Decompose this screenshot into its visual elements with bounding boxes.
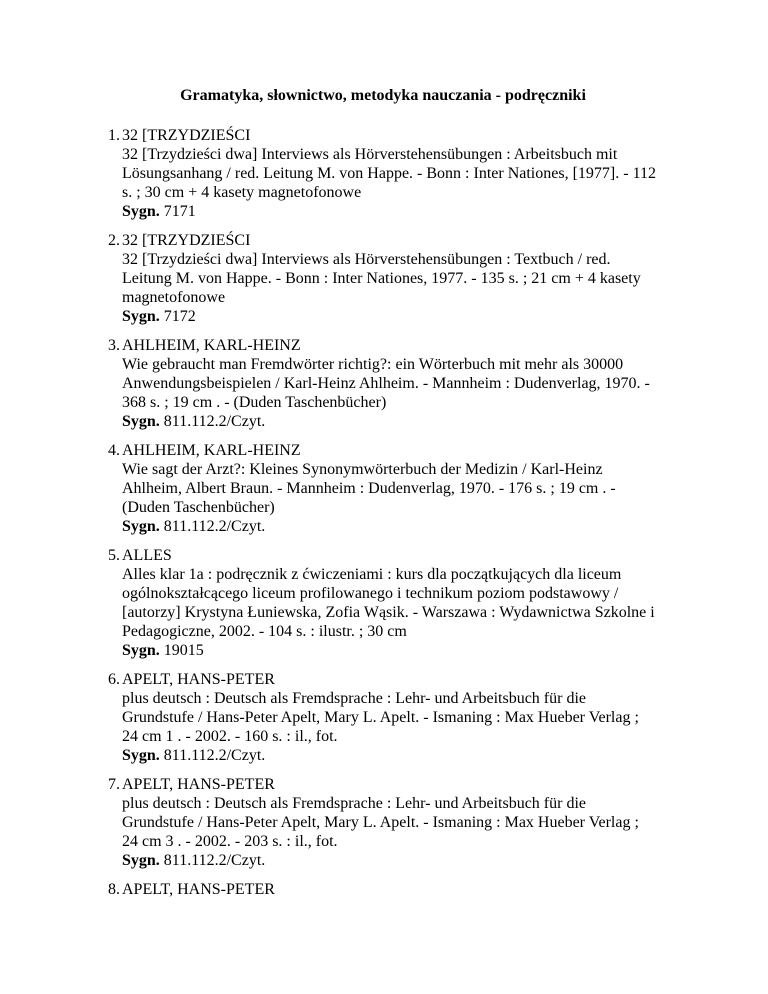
entry-heading: ALLES xyxy=(122,547,172,564)
signature-value: 811.112.2/Czyt. xyxy=(163,413,266,430)
entry-description: 32 [Trzydzieści dwa] Interviews als Hörverstehensübungen : Textbuch / red. Leitung M. von Happe. - Bonn : Inter Nationes, 1977. - 135 s. ; 21 cm + 4 kasety magnetofonowe xyxy=(122,251,641,306)
entry-signature-line xyxy=(122,641,658,660)
bibliography-entry xyxy=(108,546,658,660)
signature-label: Sygn. xyxy=(122,413,160,430)
entry-heading: 32 [TRZYDZIEŚCI xyxy=(122,232,251,249)
bibliography-entry xyxy=(108,880,658,899)
entry-number: 8. xyxy=(108,881,120,898)
bibliography-entry xyxy=(108,775,658,870)
signature-value: 811.112.2/Czyt. xyxy=(163,747,266,764)
entry-heading: AHLHEIM, KARL-HEINZ xyxy=(122,337,301,354)
signature-label: Sygn. xyxy=(122,747,160,764)
entry-description: Wie sagt der Arzt?: Kleines Synonymwörterbuch der Medizin / Karl-Heinz Ahlheim, Albert Braun. - Mannheim : Dudenverlag, 1970. - 176 s. ; 19 cm . - (Duden Taschenbücher) xyxy=(122,461,616,516)
entry-description: Wie gebraucht man Fremdwörter richtig?: ein Wörterbuch mit mehr als 30000 Anwendungsbeispielen / Karl-Heinz Ahlheim. - Mannheim : Dudenverlag, 1970. - 368 s. ; 19 cm . - (Duden Taschenbücher) xyxy=(122,356,650,411)
bibliography-entry xyxy=(108,126,658,221)
entry-number: 3. xyxy=(108,337,120,354)
entry-heading: 32 [TRZYDZIEŚCI xyxy=(122,127,251,144)
bibliography-entry xyxy=(108,336,658,431)
signature-label: Sygn. xyxy=(122,203,160,220)
signature-value: 7172 xyxy=(163,308,196,325)
entry-heading: APELT, HANS-PETER xyxy=(122,671,275,688)
entry-heading: AHLHEIM, KARL-HEINZ xyxy=(122,442,301,459)
entry-number: 6. xyxy=(108,671,120,688)
bibliography-list xyxy=(108,126,658,899)
entry-signature-line xyxy=(122,517,658,536)
entry-number: 2. xyxy=(108,232,120,249)
signature-label: Sygn. xyxy=(122,308,160,325)
entry-description: Alles klar 1a : podręcznik z ćwiczeniami : kurs dla początkujących dla liceum ogólnokształcącego liceum profilowanego i technikum poziom podstawowy / [autorzy] Krystyna Łuniewska, Zofia Wąsik. - Warszawa : Wydawnictwa Szkolne i Pedagogiczne, 2002. - 104 s. : ilustr. ; 30 cm xyxy=(122,566,655,640)
bibliography-entry xyxy=(108,441,658,536)
entry-signature-line xyxy=(122,202,658,221)
entry-number: 1. xyxy=(108,127,120,144)
entry-number: 7. xyxy=(108,776,120,793)
entry-heading: APELT, HANS-PETER xyxy=(122,776,275,793)
signature-value: 811.112.2/Czyt. xyxy=(163,852,266,869)
entry-number: 5. xyxy=(108,547,120,564)
entry-description: plus deutsch : Deutsch als Fremdsprache : Lehr- und Arbeitsbuch für die Grundstufe / Hans-Peter Apelt, Mary L. Apelt. - Ismaning : Max Hueber Verlag ; 24 cm 3 . - 2002. - 203 s. : il., fot. xyxy=(122,795,639,850)
bibliography-entry xyxy=(108,231,658,326)
entry-heading: APELT, HANS-PETER xyxy=(122,881,275,898)
entry-description: 32 [Trzydzieści dwa] Interviews als Hörverstehensübungen : Arbeitsbuch mit Lösungsanhang / red. Leitung M. von Happe. - Bonn : Inter Nationes, [1977]. - 112 s. ; 30 cm + 4 kasety magnetofonowe xyxy=(122,146,656,201)
signature-value: 19015 xyxy=(163,642,204,659)
entry-number: 4. xyxy=(108,442,120,459)
entry-description: plus deutsch : Deutsch als Fremdsprache : Lehr- und Arbeitsbuch für die Grundstufe / Hans-Peter Apelt, Mary L. Apelt. - Ismaning : Max Hueber Verlag ; 24 cm 1 . - 2002. - 160 s. : il., fot. xyxy=(122,690,639,745)
entry-signature-line xyxy=(122,412,658,431)
entry-signature-line xyxy=(122,851,658,870)
signature-value: 811.112.2/Czyt. xyxy=(163,518,266,535)
page-title: Gramatyka, słownictwo, metodyka nauczania - podręczniki xyxy=(180,87,586,104)
signature-value: 7171 xyxy=(163,203,196,220)
bibliography-entry xyxy=(108,670,658,765)
signature-label: Sygn. xyxy=(122,518,160,535)
entry-signature-line xyxy=(122,746,658,765)
signature-label: Sygn. xyxy=(122,642,160,659)
signature-label: Sygn. xyxy=(122,852,160,869)
entry-signature-line xyxy=(122,307,658,326)
